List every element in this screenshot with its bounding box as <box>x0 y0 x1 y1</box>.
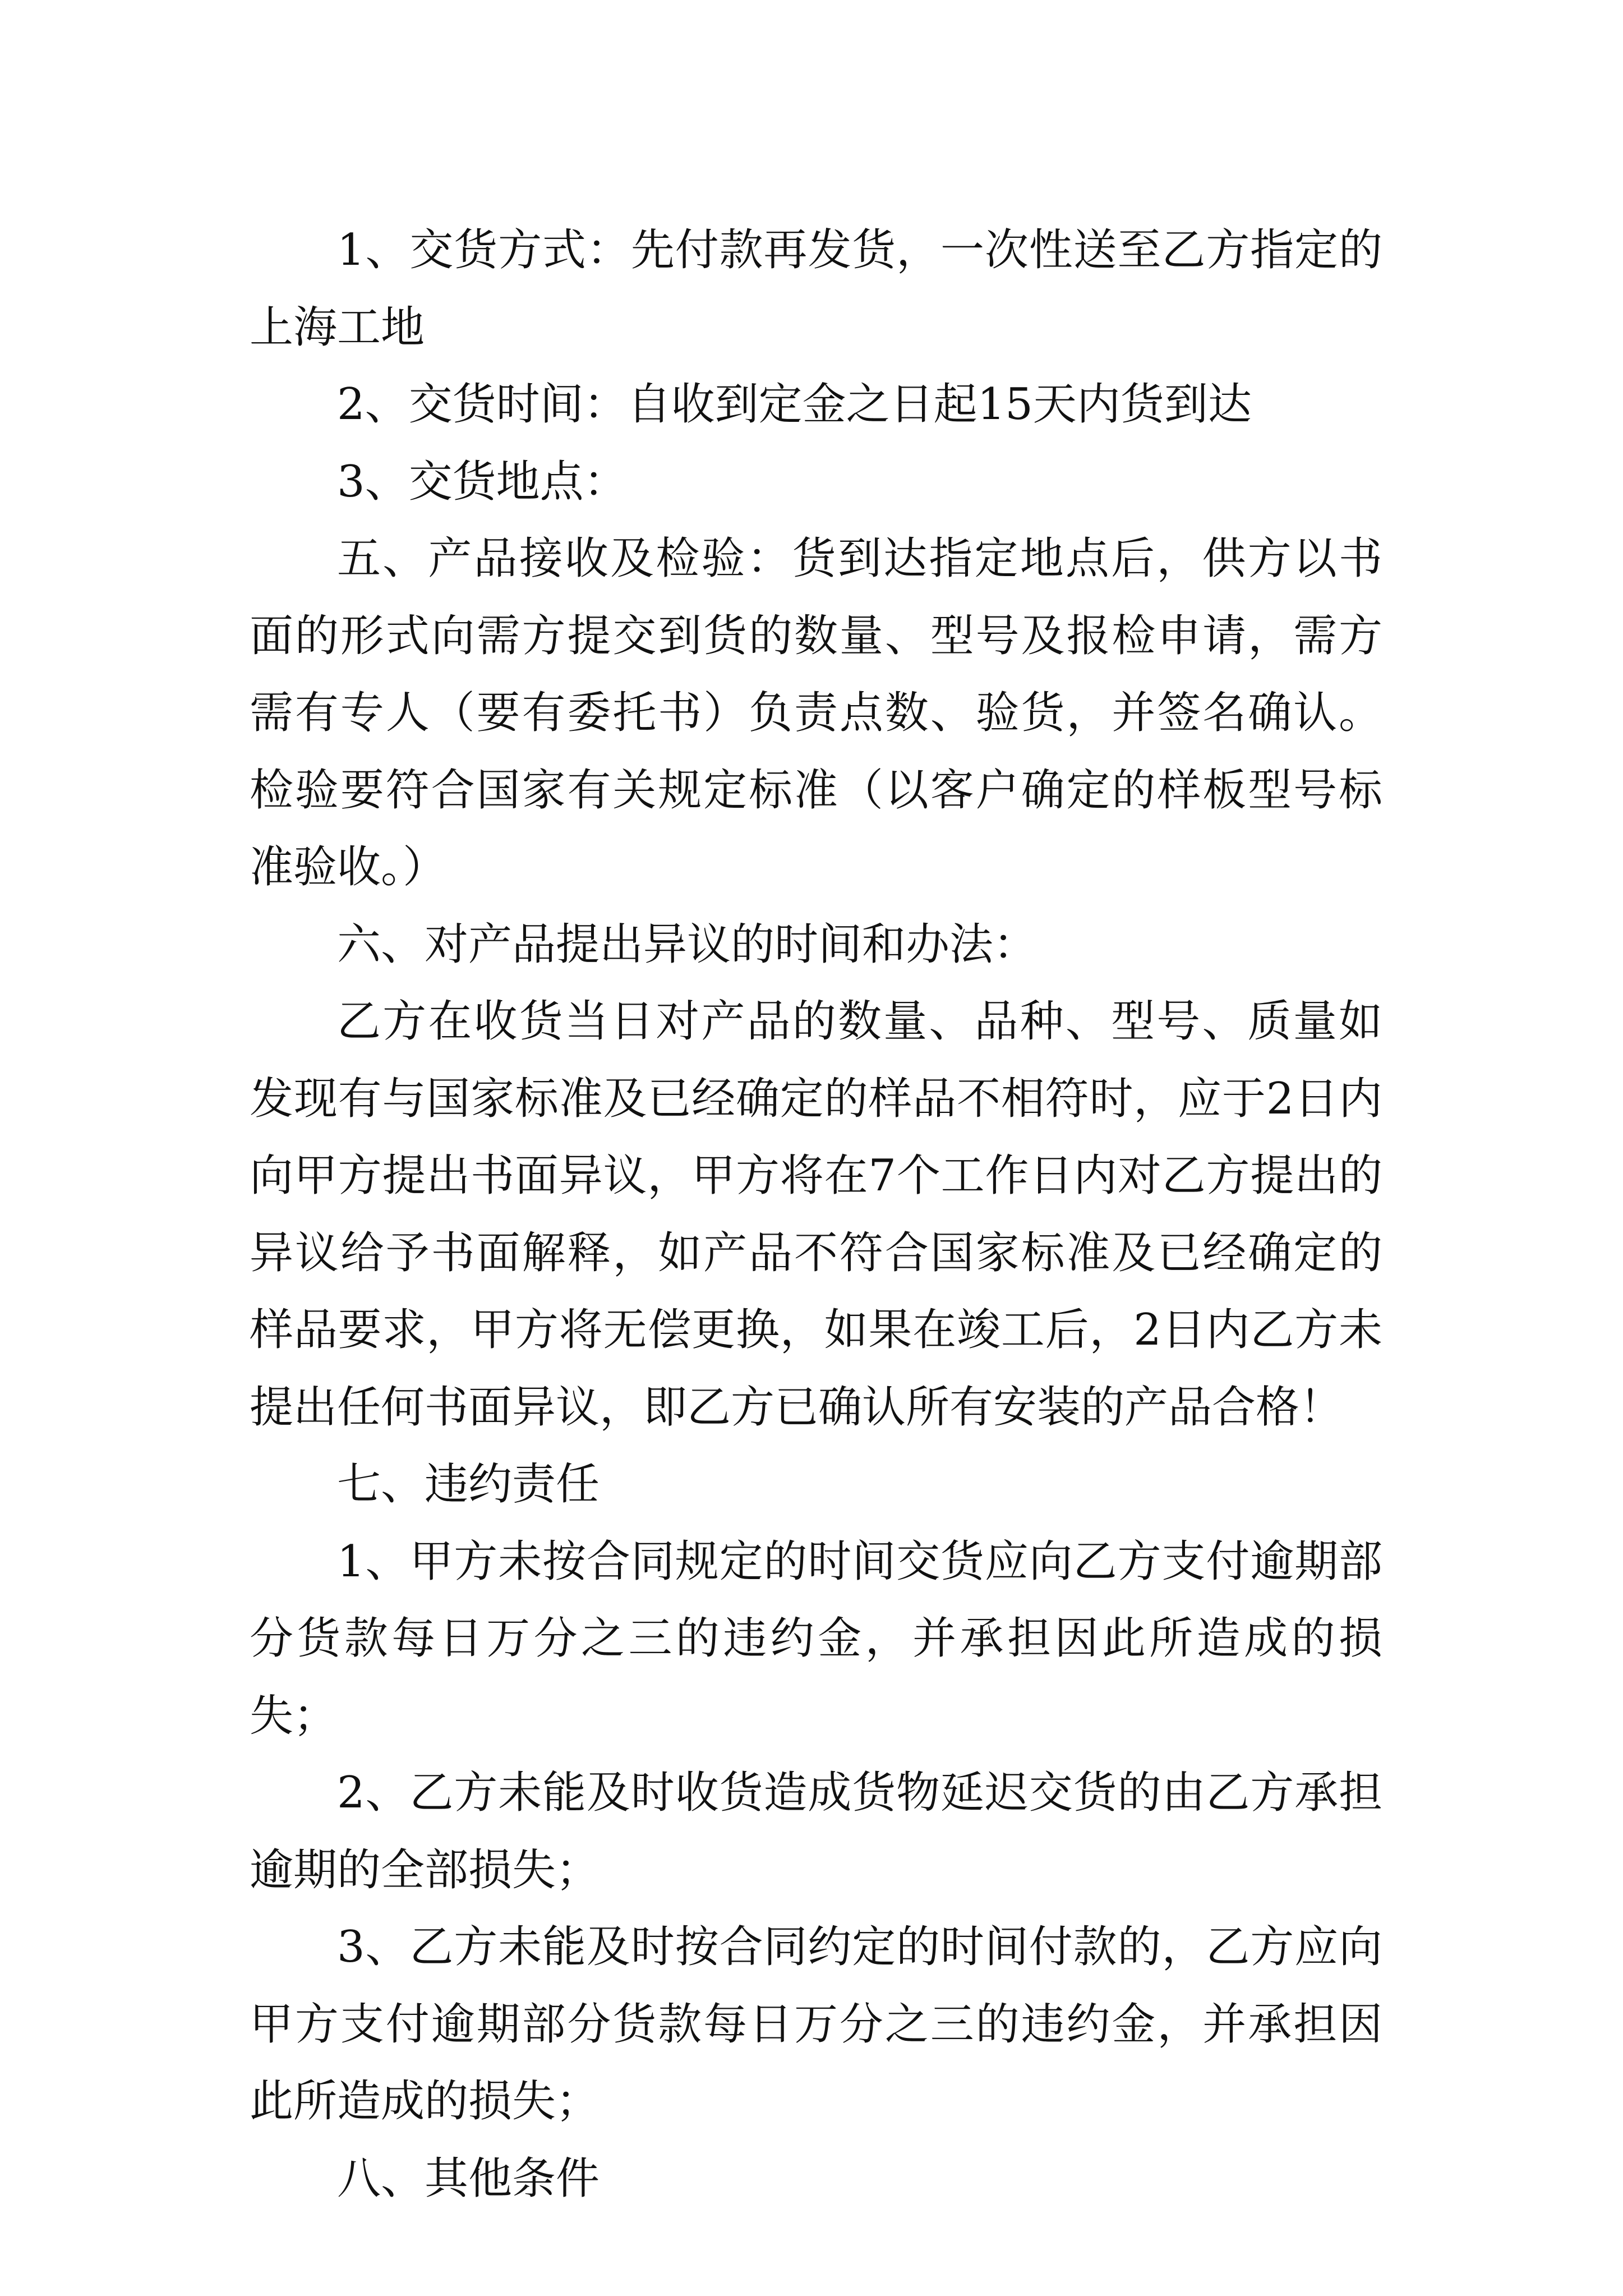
paragraph-liability-party-a: 1、甲方未按合同规定的时间交货应向乙方支付逾期部分货款每日万分之三的违约金，并承担因此所造成的损失； <box>250 1536 1382 1741</box>
paragraph-objection-heading: 六、对产品提出异议的时间和办法： <box>337 919 1038 970</box>
paragraph-delivery-method: 1、交货方式：先付款再发货，一次性送至乙方指定的上海工地 <box>250 225 1382 353</box>
paragraph-objection-terms: 乙方在收货当日对产品的数量、品种、型号、质量如发现有与国家标准及已经确定的样品不相符时，应于2日内向甲方提出书面异议，甲方将在7个工作日内对乙方提出的异议给予书面解释，如产品不符合国家标准及已经确定的样品要求，甲方将无偿更换，如果在竣工后，2日内乙方未提出任何书面异议，即乙方已确认所有安装的产品合格！ <box>250 996 1382 1433</box>
paragraph-liability-party-b-payment: 3、乙方未能及时按合同约定的时间付款的，乙方应向甲方支付逾期部分货款每日万分之三的违约金，并承担因此所造成的损失； <box>250 1922 1382 2127</box>
paragraph-delivery-time: 2、交货时间：自收到定金之日起15天内货到达 <box>337 379 1252 430</box>
paragraph-delivery-location: 3、交货地点： <box>337 456 628 507</box>
paragraph-other-terms-heading: 八、其他条件 <box>337 2153 600 2204</box>
paragraph-acceptance-inspection: 五、产品接收及检验：货到达指定地点后，供方以书面的形式向需方提交到货的数量、型号及报检申请，需方需有专人（要有委托书）负责点数、验货，并签名确认。检验要符合国家有关规定标准（以客户确定的样板型号标准验收。） <box>250 533 1382 892</box>
paragraph-liability-party-b-receipt: 2、乙方未能及时收货造成货物延迟交货的由乙方承担逾期的全部损失； <box>250 1768 1382 1895</box>
document-body <box>250 212 1382 2217</box>
paragraph-liability-heading: 七、违约责任 <box>337 1459 600 1510</box>
